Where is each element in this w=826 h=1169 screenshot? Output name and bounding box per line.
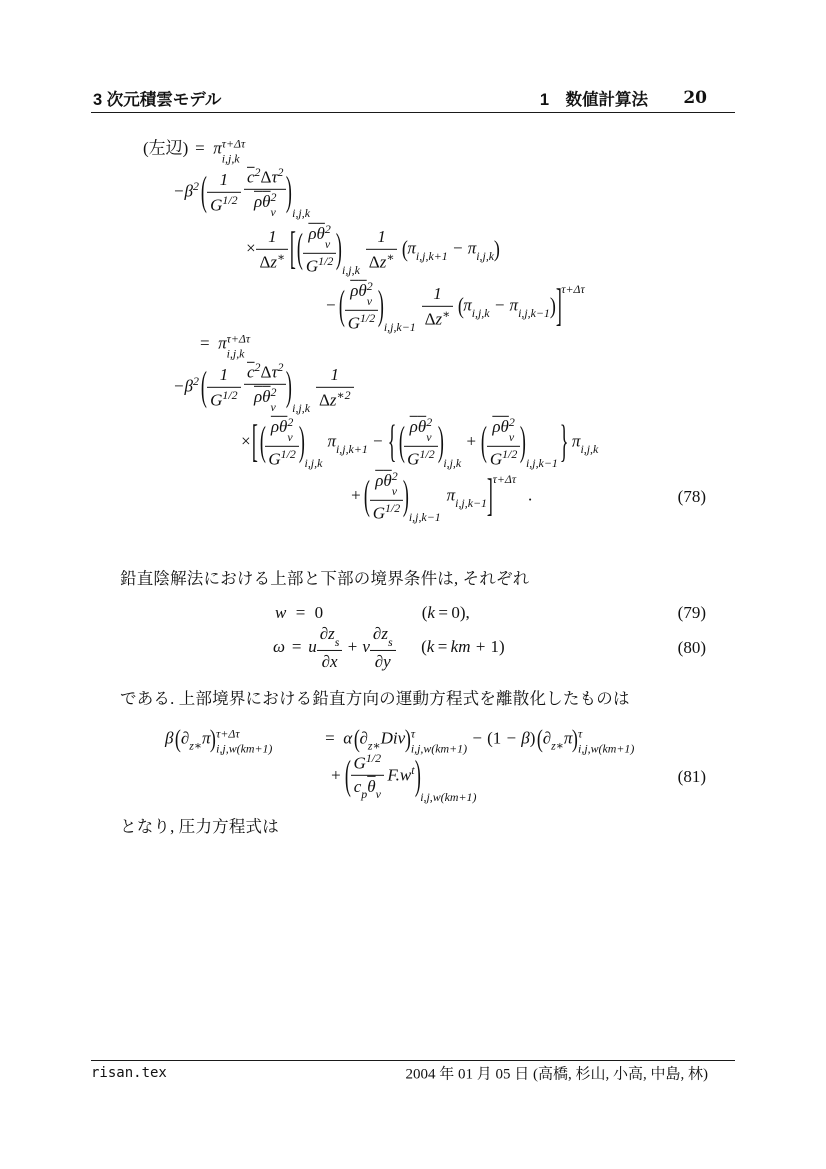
equation-number: (81) (677, 767, 706, 786)
header-rule (91, 112, 735, 113)
equation-line: + ( G 1/2 c p $\overline{\theta}$ v F.w t ) i,j,w(km+1) (330, 750, 477, 804)
paragraph-pressure-equation: となり, 圧力方程式は (120, 817, 279, 836)
equation-line: = π τ+Δτ i,j,k (200, 331, 251, 361)
header-chapter-title: 3 次元積雲モデル (93, 91, 222, 109)
equation-line: w = 0 (k = 0), (275, 602, 470, 622)
footer-rule (91, 1060, 735, 1061)
equation-line: − ( $\overline{\rho}\overline{\theta}$ 2 v G 1/2 ) i,j,k−1 1 Δz ∗ (π i,j,k − π i,j,k−1 )] τ+Δτ (325, 278, 585, 334)
paragraph-boundary-conditions: 鉛直陰解法における上部と下部の境界条件は, それぞれ (120, 569, 530, 588)
equation-line: ×[( $\overline{\rho}\overline{\theta}$ 2 v G 1/2 ) i,j,k π i,j,k+1 − { ( $\overline{\rho}\overline{\theta}$ 2 v G 1/2 ) i,j,k + ( $\overline{\rho}\overline{\theta}$ 2 v G 1/2 ) i,j,k−1 } π i,j,k (240, 414, 599, 470)
equation-line: + ( $\overline{\rho}\overline{\theta}$ 2 v G 1/2 ) i,j,k−1 π i,j,k−1 ] τ+Δτ . (350, 468, 533, 524)
header-page-number: 20 (683, 88, 707, 108)
footer-date-authors: 2004 年 01 月 05 日 (高橋, 杉山, 小高, 中島, 林) (405, 1066, 708, 1083)
equation-number: (80) (677, 638, 706, 657)
equation-line: ω = u ∂z s ∂x + v ∂z s ∂y (k = km + 1) (273, 623, 505, 673)
equation-line: × 1 Δz ∗ [( $\overline{\rho}\overline{\theta}$ 2 v G 1/2 ) i,j,k 1 Δz ∗ (π i,j,k+1 − π i,j,k ) (245, 221, 500, 277)
paragraph-upper-boundary: である. 上部境界における鉛直方向の運動方程式を離散化したものは (120, 689, 630, 708)
equation-line: −β 2 ( 1 G 1/2 $\overline{c}$ 2 Δτ 2 $\overline{\rho}\overline{\theta}$ 2 v ) i,j,k (173, 164, 310, 220)
footer-filename: risan.tex (91, 1065, 167, 1081)
equation-line: (左辺) = π τ+Δτ i,j,k (143, 136, 246, 166)
equation-number: (78) (677, 487, 706, 506)
header-section-title: 1 数値計算法 (539, 91, 648, 109)
equation-line: β(∂ z∗ π) τ+Δτ i,j,w(km+1) = α(∂ z∗ Div) τ i,j,w(km+1) − (1 − β)(∂ z∗ π) τ i,j,w(km+1) (165, 724, 635, 756)
equation-number: (79) (677, 603, 706, 622)
equation-line: −β 2 ( 1 G 1/2 $\overline{c}$ 2 Δτ 2 $\overline{\rho}\overline{\theta}$ 2 v ) i,j,k 1 Δz ∗2 (173, 360, 354, 416)
